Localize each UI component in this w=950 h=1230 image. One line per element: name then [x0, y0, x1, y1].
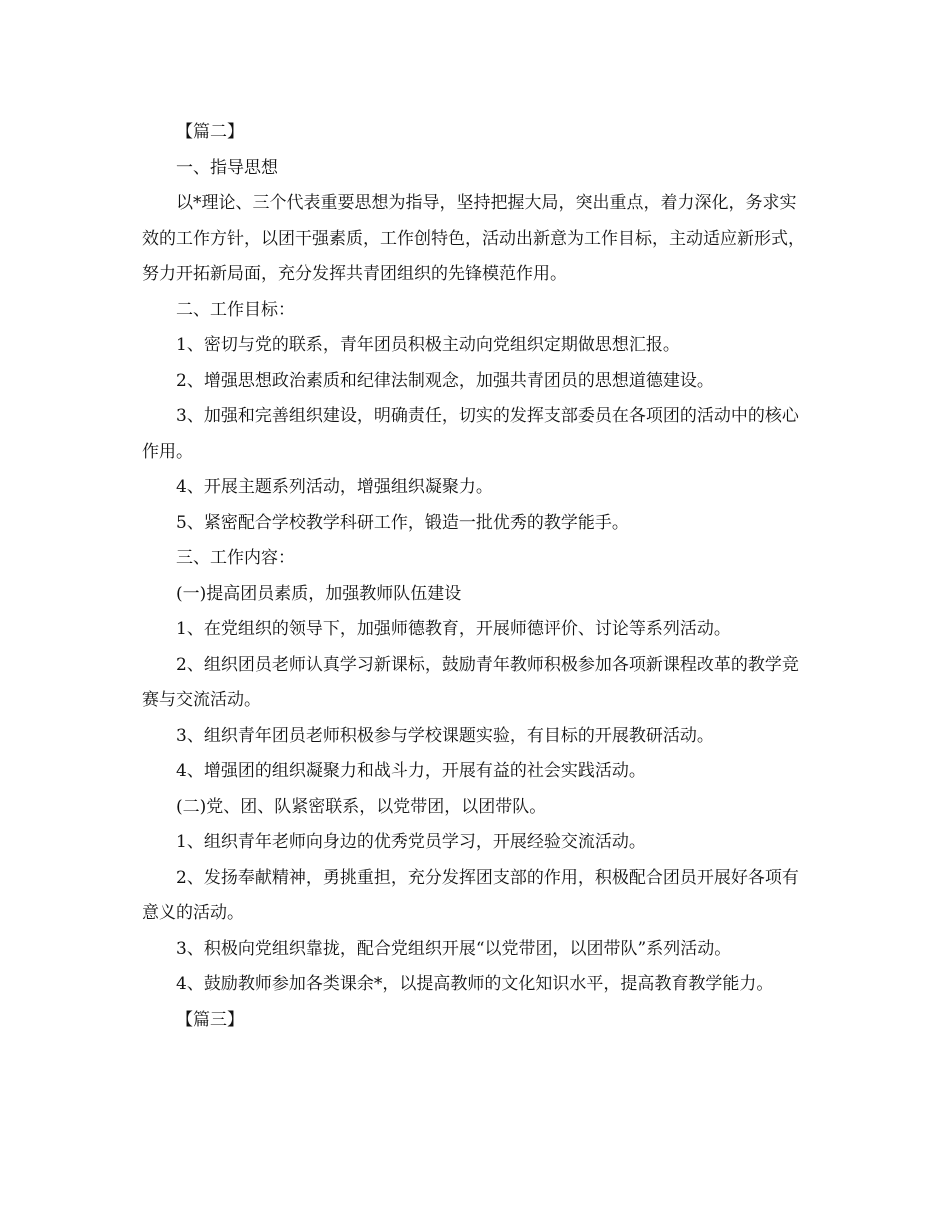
- goal-item-2: 2、增强思想政治素质和纪律法制观念，加强共青团员的思想道德建设。: [176, 370, 714, 391]
- goal-item-1: 1、密切与党的联系，青年团员积极主动向党组织定期做思想汇报。: [176, 335, 680, 355]
- goal-item-4: 4、开展主题系列活动，增强组织凝聚力。: [176, 477, 493, 497]
- subheading-improve-quality: (一)提高团员素质，加强教师队伍建设: [176, 583, 462, 604]
- goal-item-5: 5、紧密配合学校教学科研工作，锻造一批优秀的教学能手。: [176, 512, 629, 533]
- section-marker-two: 【篇二】: [176, 122, 244, 142]
- content-item-a4: 4、增强团的组织凝聚力和战斗力，开展有益的社会实践活动。: [176, 761, 646, 781]
- paragraph-guiding-ideology: 以*理论、三个代表重要思想为指导，坚持把握大局，突出重点，着力深化，务求实效的工作方针，以团干强素质，工作创特色，活动出新意为工作目标，主动适应新形式，努力开拓新局面，充分发挥共青团组织的先锋模范作用。: [142, 193, 805, 284]
- goal-item-3: 3、加强和完善组织建设，明确责任，切实的发挥支部委员在各项团的活动中的核心作用。: [142, 406, 799, 462]
- heading-guiding-ideology: 一、指导思想: [176, 157, 278, 178]
- subheading-party-league-team: (二)党、团、队紧密联系，以党带团，以团带队。: [176, 796, 547, 817]
- section-marker-three: 【篇三】: [176, 1009, 244, 1030]
- content-item-b2: 2、发扬奉献精神，勇挑重担，充分发挥团支部的作用，积极配合团员开展好各项有意义的活动。: [142, 867, 799, 923]
- heading-work-content: 三、工作内容：: [176, 548, 295, 568]
- document-body: [142, 115, 810, 1038]
- content-item-b1: 1、组织青年老师向身边的优秀党员学习，开展经验交流活动。: [176, 832, 646, 852]
- content-item-a3: 3、组织青年团员老师积极参与学校课题实验，有目标的开展教研活动。: [176, 725, 714, 746]
- content-item-a2: 2、组织团员老师认真学习新课标，鼓励青年教师积极参加各项新课程改革的教学竞赛与交流活动。: [142, 654, 799, 710]
- content-item-b4: 4、鼓励教师参加各类课余*，以提高教师的文化知识水平，提高教育教学能力。: [176, 974, 774, 994]
- content-item-b3: 3、积极向党组织靠拢，配合党组织开展“以党带团，以团带队”系列活动。: [176, 938, 732, 959]
- content-item-a1: 1、在党组织的领导下，加强师德教育，开展师德评价、讨论等系列活动。: [176, 619, 731, 639]
- heading-work-goals: 二、工作目标：: [176, 299, 295, 320]
